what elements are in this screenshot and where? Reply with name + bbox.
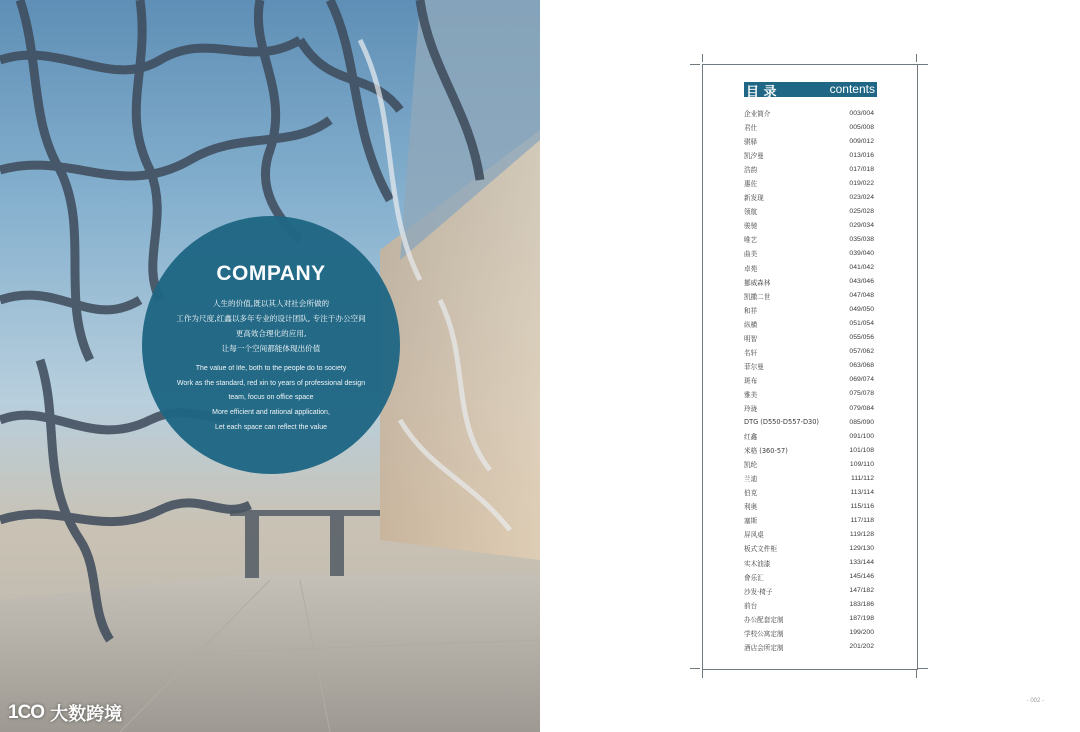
toc-entry[interactable] [744, 303, 874, 317]
toc-entry-name: 挪威森林 [744, 278, 771, 287]
toc-entry-name: 玲珑 [744, 405, 758, 413]
crop-mark [690, 64, 700, 65]
intro-cn-line: 工作为尺度,红鑫以多年专业的设计团队, 专注于办公空间 [176, 314, 366, 323]
toc-entry-pages: 017/018 [849, 165, 874, 173]
toc-entry-name: 和祥 [744, 306, 758, 315]
toc-entry[interactable] [744, 275, 874, 289]
intro-en-line: Let each space can reflect the value [214, 423, 328, 431]
toc-entry-name: 雅美 [744, 390, 758, 399]
toc-entry[interactable] [744, 541, 874, 555]
toc-entry-pages: 009/012 [849, 137, 874, 145]
toc-entry-pages: 111/112 [850, 474, 874, 482]
intro-en-line: The value of life, both to the people do to society [195, 365, 347, 372]
toc-entry-pages: 113/114 [850, 488, 874, 496]
toc-entry-pages: 063/068 [849, 362, 874, 370]
toc-entry[interactable] [744, 527, 874, 541]
toc-entry[interactable] [744, 190, 874, 204]
toc-entry-pages: 115/116 [850, 502, 874, 510]
toc-entry-pages: 041/042 [849, 264, 874, 272]
intro-cn-line: 人生的价值,既以其人对社会所做的 [212, 299, 330, 308]
toc-entry-name: 红鑫 [744, 433, 758, 442]
toc-entry-name: 办公配套定制 [744, 615, 784, 624]
toc-entry-pages: 079/084 [849, 404, 874, 412]
page-number: - 002 - [1026, 698, 1044, 704]
toc-entry[interactable] [744, 176, 874, 190]
toc-entry-name: 沙发·椅子 [744, 587, 773, 596]
toc-entry-pages: 003/004 [849, 109, 874, 117]
toc-entry-pages: 201/202 [849, 643, 874, 651]
toc-entry-pages: 109/110 [849, 460, 874, 468]
company-intro-chinese [152, 296, 390, 356]
toc-entry-pages: 101/108 [849, 446, 874, 454]
toc-entry-name: 纵横 [744, 320, 758, 329]
toc-entry-pages: 035/038 [849, 235, 874, 243]
toc-entry[interactable] [744, 120, 874, 134]
toc-entry[interactable] [744, 317, 874, 331]
toc-entry[interactable] [744, 162, 874, 176]
toc-entry-pages: 085/090 [849, 418, 874, 426]
intro-cn-line: 让每一个空间都能体现出价值 [221, 344, 321, 353]
toc-entry-pages: 133/144 [849, 559, 874, 567]
toc-entry-pages: 091/100 [849, 432, 874, 440]
intro-cn-line: 更高效合理化的应用, [235, 329, 307, 338]
toc-entry-pages: 147/182 [849, 587, 874, 595]
toc-entry-name: 板式文件柜 [744, 545, 777, 554]
toc-entry-pages: 117/118 [850, 516, 874, 524]
intro-en-line: Work as the standard, red xin to years of professional design [176, 379, 366, 387]
toc-entry[interactable] [744, 429, 874, 443]
toc-entry[interactable] [744, 232, 874, 246]
toc-entry[interactable] [744, 471, 874, 485]
toc-entry-pages: 069/074 [849, 376, 874, 384]
toc-entry[interactable] [744, 626, 874, 640]
toc-entry[interactable] [744, 204, 874, 218]
toc-entry[interactable] [744, 415, 874, 429]
toc-entry-name: 米格 (360-57) [744, 447, 788, 456]
toc-entry-name: 兰迪 [744, 475, 758, 484]
toc-entry-pages: 039/040 [849, 249, 874, 257]
toc-entry-pages: 023/024 [849, 193, 874, 201]
toc-entry-name: DTG (D550-D557-D30) [744, 418, 820, 427]
toc-entry[interactable] [744, 513, 874, 527]
toc-entry[interactable] [744, 345, 874, 359]
company-intro-english [152, 362, 390, 436]
toc-entry[interactable] [744, 556, 874, 570]
crop-mark [916, 54, 917, 62]
toc-entry-name: 名轩 [744, 348, 758, 357]
toc-entry-pages: 019/022 [849, 179, 874, 187]
toc-entry[interactable] [744, 246, 874, 260]
toc-entry-name: 骐驿 [744, 138, 758, 147]
toc-entry-name: 企业简介 [744, 110, 771, 119]
contents-page [540, 0, 1080, 732]
toc-entry-pages: 005/008 [849, 123, 874, 131]
watermark-logo-icon: 1CO [8, 702, 45, 723]
toc-entry-name: 学校公寓定制 [744, 629, 784, 638]
toc-entry-pages: 129/130 [849, 544, 874, 552]
toc-entry[interactable] [744, 331, 874, 345]
toc-entry-name: 新发现 [744, 194, 764, 203]
toc-entry-name: 实木油漆 [744, 559, 771, 568]
toc-title-cn: 目 录 [746, 85, 777, 100]
toc-entry[interactable] [744, 289, 874, 303]
toc-entry-name: 塞斯 [744, 517, 758, 526]
toc-entry-name: 斑布 [744, 376, 758, 385]
toc-entry[interactable] [744, 485, 874, 499]
toc-entry-pages: 057/062 [849, 348, 874, 356]
toc-entry-pages: 025/028 [849, 207, 874, 215]
toc-entry-pages: 187/198 [849, 615, 874, 623]
toc-entry-name: 领航 [744, 208, 758, 217]
toc-entry-name: 君仕 [744, 124, 758, 133]
toc-entry[interactable] [744, 640, 874, 654]
toc-entry[interactable] [744, 570, 874, 584]
toc-entry-pages: 049/050 [849, 306, 874, 314]
toc-entry-name: 凯撒二世 [744, 292, 771, 301]
toc-entry[interactable] [744, 218, 874, 232]
toc-entry[interactable] [744, 499, 874, 513]
crop-mark [702, 54, 703, 62]
toc-entry[interactable] [744, 401, 874, 415]
toc-entry-name: 伯克 [744, 489, 758, 498]
intro-en-line: team, focus on office space [228, 394, 314, 402]
toc-entry-pages: 183/186 [849, 601, 874, 609]
toc-entry-name: 卓苑 [744, 264, 758, 273]
toc-entry[interactable] [744, 261, 874, 275]
toc-entry-pages: 029/034 [849, 221, 874, 229]
crop-mark [690, 668, 700, 669]
toc-header [744, 82, 877, 100]
toc-entry-pages: 199/200 [849, 629, 874, 637]
toc-entry-name: 唯艺 [744, 236, 758, 245]
toc-list [744, 106, 874, 654]
toc-entry-name: 酒店会所定制 [744, 643, 784, 652]
company-intro-circle [142, 216, 400, 474]
crop-mark [916, 670, 917, 678]
watermark [8, 700, 122, 726]
toc-entry-pages: 047/048 [849, 292, 874, 300]
toc-entry[interactable] [744, 584, 874, 598]
crop-mark [918, 668, 928, 669]
toc-entry-pages: 145/146 [849, 573, 874, 581]
toc-entry[interactable] [744, 443, 874, 457]
toc-entry[interactable] [744, 457, 874, 471]
toc-entry-pages: 043/046 [849, 278, 874, 286]
toc-entry[interactable] [744, 373, 874, 387]
intro-en-line: More efficient and rational application, [212, 409, 330, 417]
toc-entry-name: 屏风桌 [744, 531, 764, 540]
crop-mark [918, 64, 928, 65]
toc-entry[interactable] [744, 148, 874, 162]
toc-entry-name: 利奥 [744, 503, 758, 512]
toc-entry[interactable] [744, 387, 874, 401]
toc-entry-pages: 075/078 [849, 390, 874, 398]
toc-entry-name: 會乐汇 [744, 573, 764, 582]
toc-title-en: contents [829, 82, 875, 96]
company-title: COMPANY [216, 262, 326, 285]
toc-entry[interactable] [744, 106, 874, 120]
toc-entry-name: 明智 [744, 334, 758, 343]
toc-entry[interactable] [744, 359, 874, 373]
toc-entry-name: 浩韵 [744, 166, 758, 175]
toc-entry-pages: 051/054 [849, 320, 874, 328]
toc-entry-name: 骏驰 [744, 222, 758, 231]
toc-entry[interactable] [744, 598, 874, 612]
toc-entry-name: 凯汐曼 [744, 152, 764, 161]
crop-mark [702, 670, 703, 678]
toc-entry-name: 凯纶 [744, 461, 758, 470]
toc-entry-name: 惠佐 [744, 180, 758, 189]
toc-entry[interactable] [744, 134, 874, 148]
toc-entry-name: 前台 [744, 601, 758, 610]
toc-entry-name: 菲尔曼 [744, 362, 764, 371]
toc-entry-name: 曲美 [744, 250, 758, 259]
toc-entry-pages: 119/128 [849, 530, 874, 538]
toc-entry[interactable] [744, 612, 874, 626]
toc-entry-pages: 055/056 [849, 334, 874, 342]
toc-entry-pages: 013/016 [849, 151, 874, 159]
watermark-text: 大数跨境 [50, 704, 123, 725]
